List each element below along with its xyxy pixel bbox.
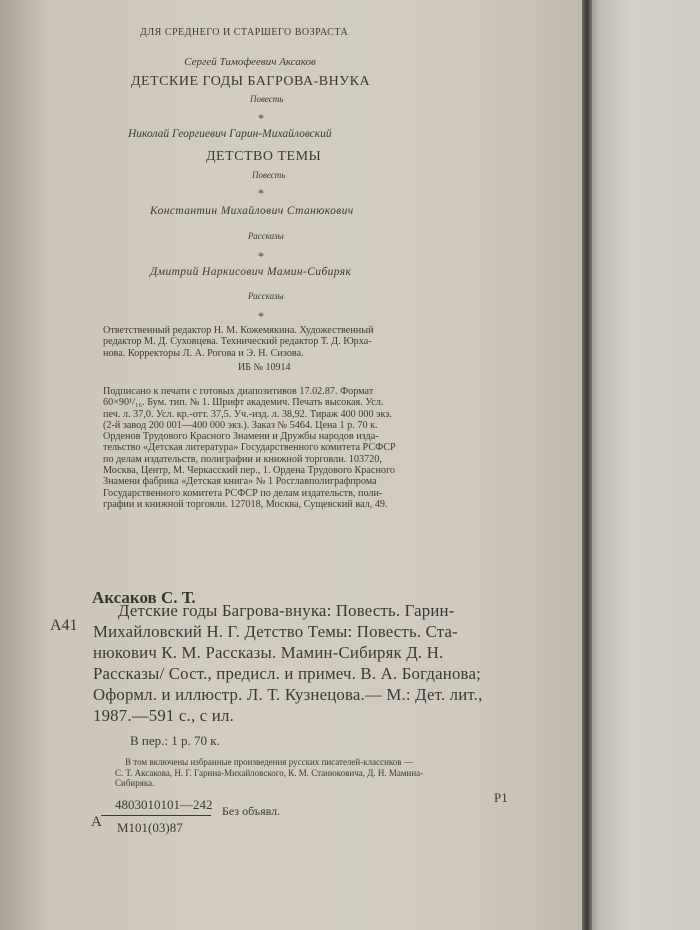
catalog-price: В пер.: 1 р. 70 к. — [130, 733, 220, 748]
classification-mark: Р1 — [494, 790, 508, 805]
work-1-title: ДЕТСКИЕ ГОДЫ БАГРОВА-ВНУКА — [131, 74, 371, 89]
editors-line: редактор М. Д. Суховцева. Технический редактор Т. Д. Юрха- — [103, 336, 372, 348]
work-2-author: Николай Георгиевич Гарин-Михайловский — [128, 128, 332, 140]
imprint-block — [103, 386, 396, 510]
work-4-genre: Рассказы — [248, 291, 284, 301]
separator-star: * — [258, 309, 264, 323]
catalog-line: Детские годы Багрова-внука: Повесть. Гарин- — [118, 601, 455, 620]
imprint-line: 60×90¹/₁₆. Бум. тип. № 1. Шрифт академич. Печать высокая. Усл. — [103, 397, 384, 409]
catalog-line: Оформл. и иллюстр. Л. Т. Кузнецова.— М.: Дет. лит., — [93, 685, 483, 704]
work-1-genre: Повесть — [250, 94, 284, 104]
audience-header: ДЛЯ СРЕДНЕГО И СТАРШЕГО ВОЗРАСТА — [140, 27, 349, 38]
work-2-genre: Повесть — [252, 170, 286, 180]
page-spine-shadow — [0, 0, 46, 930]
imprint-line: Орденов Трудового Красного Знамени и Дружбы народов изда- — [103, 431, 379, 443]
separator-star: * — [258, 111, 264, 125]
note-line: С. Т. Аксакова, Н. Г. Гарина-Михайловского, К. М. Станюковича, Д. Н. Мамина- — [115, 767, 424, 778]
note-line: В том включены избранные произведения русских писателей-классиков — — [125, 757, 413, 767]
ib-number: ИБ № 10914 — [238, 362, 291, 373]
imprint-line: печ. л. 37,0. Усл. кр.-отт. 37,5. Уч.-изд. л. 38,92. Тираж 400 000 экз. — [103, 408, 392, 420]
catalog-description — [93, 600, 482, 726]
imprint-line: Москва, Центр, М. Черкасский пер., 1. Ордена Трудового Красного — [103, 465, 396, 477]
book-gutter — [582, 0, 592, 930]
editors-line: нова. Корректоры Л. А. Рогова и Э. Н. Сизова. — [103, 347, 304, 359]
code-denominator: М101(03)87 — [117, 820, 183, 835]
code-numerator: 4803010101—242 — [115, 797, 213, 812]
imprint-line: Знамени фабрика «Детская книга» № 1 Росглавполиграфпрома — [103, 476, 377, 488]
note-line: Сибиряка. — [115, 778, 155, 788]
editors-block — [103, 325, 374, 359]
catalog-line: нюкович К. М. Рассказы. Мамин-Сибиряк Д. Н. — [93, 643, 444, 662]
separator-star: * — [258, 249, 264, 263]
work-4-author: Дмитрий Наркисович Мамин-Сибиряк — [150, 266, 352, 278]
catalog-contents-note — [115, 757, 423, 789]
work-2-title: ДЕТСТВО ТЕМЫ — [206, 149, 322, 164]
work-3-author: Константин Михайлович Станюкович — [150, 205, 354, 217]
work-1-author: Сергей Тимофеевич Аксаков — [184, 56, 316, 68]
imprint-line: Государственного комитета РСФСР по делам издательств, поли- — [103, 487, 383, 499]
code-letter: А — [91, 814, 102, 830]
imprint-line: тельство «Детская литература» Государственного комитета РСФСР — [103, 442, 396, 454]
code-fraction-line — [101, 815, 211, 816]
imprint-line: Подписано к печати с готовых диапозитивов 17.02.87. Формат — [103, 386, 374, 397]
catalog-index: А41 — [50, 617, 78, 634]
work-3-genre: Рассказы — [248, 231, 284, 241]
imprint-line: (2-й завод 200 001—400 000 экз.). Заказ № 5464. Цена 1 р. 70 к. — [103, 419, 378, 431]
separator-star: * — [258, 186, 264, 200]
catalog-line: Рассказы/ Сост., предисл. и примеч. В. А. Богданова; — [93, 664, 481, 683]
imprint-line: графии и книжной торговли. 127018, Москва, Сущевский вал, 49. — [103, 498, 388, 510]
catalog-author-heading: Аксаков С. Т. — [92, 588, 196, 607]
catalog-line: 1987.—591 с., с ил. — [93, 706, 234, 725]
facing-page — [588, 0, 700, 930]
imprint-line: по делам издательств, полиграфии и книжной торговли. 103720, — [103, 453, 382, 465]
catalog-line: Михайловский Н. Г. Детство Темы: Повесть. Ста- — [93, 622, 458, 641]
no-announcement-label: Без объявл. — [222, 804, 281, 818]
editors-line: Ответственный редактор Н. М. Кожемякина. Художественный — [103, 325, 374, 336]
